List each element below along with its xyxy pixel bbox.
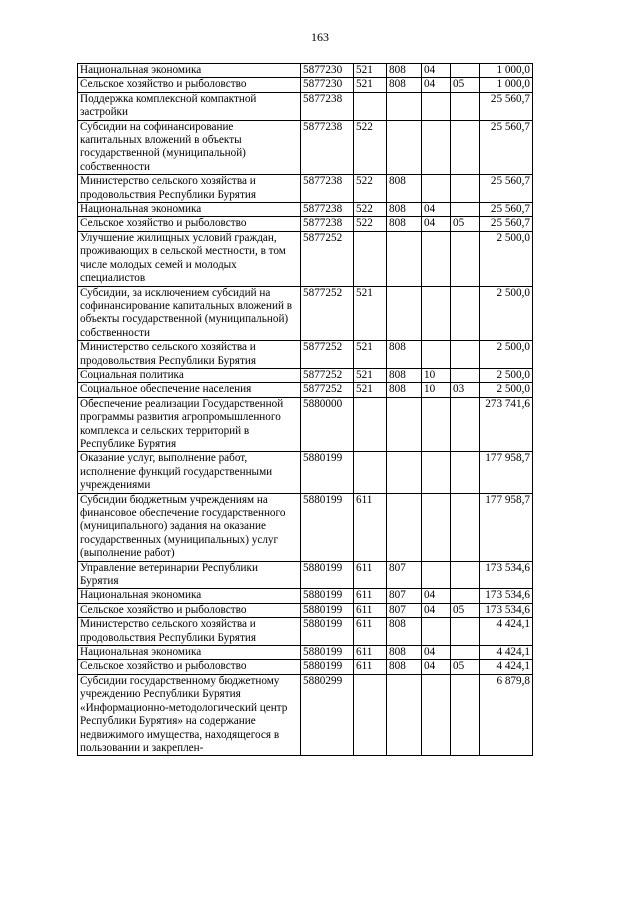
row-name-cell: Сельское хозяйство и рыболовство bbox=[78, 603, 301, 617]
expense-type-cell: 521 bbox=[354, 64, 387, 78]
target-code-cell: 5877252 bbox=[301, 383, 354, 397]
target-code-cell: 5880199 bbox=[301, 493, 354, 561]
row-name-cell: Национальная экономика bbox=[78, 646, 301, 660]
ministry-code-cell bbox=[387, 120, 422, 175]
table-row bbox=[78, 660, 533, 674]
subsection-cell bbox=[451, 493, 480, 561]
row-name-cell: Сельское хозяйство и рыболовство bbox=[78, 660, 301, 674]
section-cell: 04 bbox=[422, 589, 451, 603]
table-row bbox=[78, 231, 533, 286]
amount-cell: 2 500,0 bbox=[480, 231, 533, 286]
expense-type-cell: 522 bbox=[354, 217, 387, 231]
ministry-code-cell: 808 bbox=[387, 660, 422, 674]
target-code-cell: 5877238 bbox=[301, 92, 354, 120]
subsection-cell: 05 bbox=[451, 217, 480, 231]
table-row bbox=[78, 203, 533, 217]
row-name-cell: Субсидии, за исключением субсидий на софинансирование капитальных вложений в объекты государственной (муниципальной) собственности bbox=[78, 286, 301, 341]
target-code-cell: 5877238 bbox=[301, 175, 354, 203]
subsection-cell bbox=[451, 561, 480, 589]
row-name-cell: Управление ветеринарии Республики Бурятия bbox=[78, 561, 301, 589]
row-name-cell: Национальная экономика bbox=[78, 589, 301, 603]
section-cell bbox=[422, 120, 451, 175]
subsection-cell bbox=[451, 368, 480, 382]
table-row bbox=[78, 78, 533, 92]
amount-cell: 1 000,0 bbox=[480, 78, 533, 92]
subsection-cell bbox=[451, 397, 480, 452]
table-row bbox=[78, 397, 533, 452]
target-code-cell: 5877238 bbox=[301, 120, 354, 175]
target-code-cell: 5880199 bbox=[301, 561, 354, 589]
row-name-cell: Субсидии государственному бюджетному учреждению Республики Бурятия «Информационно-методологический центр Республики Бурятия» на содержание недвижимого имущества, находящегося в пользовании и закреплен- bbox=[78, 674, 301, 755]
target-code-cell: 5877238 bbox=[301, 203, 354, 217]
subsection-cell bbox=[451, 92, 480, 120]
row-name-cell: Обеспечение реализации Государственной программы развития агропромышленного комплекса и сельских территорий в Республике Бурятия bbox=[78, 397, 301, 452]
budget-table-body bbox=[78, 64, 533, 756]
table-row bbox=[78, 452, 533, 493]
amount-cell: 25 560,7 bbox=[480, 92, 533, 120]
ministry-code-cell: 807 bbox=[387, 561, 422, 589]
table-row bbox=[78, 589, 533, 603]
expense-type-cell: 522 bbox=[354, 120, 387, 175]
expense-type-cell: 611 bbox=[354, 561, 387, 589]
section-cell bbox=[422, 674, 451, 755]
target-code-cell: 5880000 bbox=[301, 397, 354, 452]
amount-cell: 25 560,7 bbox=[480, 203, 533, 217]
section-cell: 04 bbox=[422, 646, 451, 660]
row-name-cell: Министерство сельского хозяйства и продовольствия Республики Бурятия bbox=[78, 618, 301, 646]
section-cell bbox=[422, 231, 451, 286]
subsection-cell bbox=[451, 120, 480, 175]
table-row bbox=[78, 618, 533, 646]
subsection-cell bbox=[451, 341, 480, 369]
table-row bbox=[78, 646, 533, 660]
section-cell: 04 bbox=[422, 603, 451, 617]
target-code-cell: 5877230 bbox=[301, 78, 354, 92]
target-code-cell: 5880199 bbox=[301, 618, 354, 646]
row-name-cell: Субсидии бюджетным учреждениям на финансовое обеспечение государственного (муниципального) задания на оказание государственных (муниципальных) услуг (выполнение работ) bbox=[78, 493, 301, 561]
target-code-cell: 5877238 bbox=[301, 217, 354, 231]
row-name-cell: Министерство сельского хозяйства и продовольствия Республики Бурятия bbox=[78, 175, 301, 203]
amount-cell: 25 560,7 bbox=[480, 120, 533, 175]
ministry-code-cell bbox=[387, 286, 422, 341]
ministry-code-cell: 808 bbox=[387, 341, 422, 369]
page-number: 163 bbox=[311, 30, 329, 44]
target-code-cell: 5880199 bbox=[301, 603, 354, 617]
row-name-cell: Субсидии на софинансирование капитальных вложений в объекты государственной (муниципальной) собственности bbox=[78, 120, 301, 175]
amount-cell: 177 958,7 bbox=[480, 452, 533, 493]
ministry-code-cell bbox=[387, 231, 422, 286]
subsection-cell bbox=[451, 674, 480, 755]
subsection-cell: 05 bbox=[451, 660, 480, 674]
amount-cell: 4 424,1 bbox=[480, 660, 533, 674]
row-name-cell: Сельское хозяйство и рыболовство bbox=[78, 217, 301, 231]
table-row bbox=[78, 561, 533, 589]
target-code-cell: 5877252 bbox=[301, 231, 354, 286]
section-cell bbox=[422, 92, 451, 120]
section-cell bbox=[422, 452, 451, 493]
section-cell: 04 bbox=[422, 64, 451, 78]
section-cell bbox=[422, 397, 451, 452]
row-name-cell: Министерство сельского хозяйства и продовольствия Республики Бурятия bbox=[78, 341, 301, 369]
amount-cell: 2 500,0 bbox=[480, 341, 533, 369]
ministry-code-cell bbox=[387, 452, 422, 493]
ministry-code-cell bbox=[387, 397, 422, 452]
table-row bbox=[78, 674, 533, 755]
subsection-cell bbox=[451, 203, 480, 217]
table-row bbox=[78, 368, 533, 382]
table-row bbox=[78, 603, 533, 617]
subsection-cell bbox=[451, 618, 480, 646]
amount-cell: 25 560,7 bbox=[480, 217, 533, 231]
section-cell: 10 bbox=[422, 383, 451, 397]
table-row bbox=[78, 286, 533, 341]
section-cell bbox=[422, 493, 451, 561]
expense-type-cell: 611 bbox=[354, 660, 387, 674]
amount-cell: 2 500,0 bbox=[480, 368, 533, 382]
section-cell: 10 bbox=[422, 368, 451, 382]
table-row bbox=[78, 175, 533, 203]
row-name-cell: Сельское хозяйство и рыболовство bbox=[78, 78, 301, 92]
ministry-code-cell: 807 bbox=[387, 603, 422, 617]
ministry-code-cell: 808 bbox=[387, 217, 422, 231]
ministry-code-cell bbox=[387, 493, 422, 561]
amount-cell: 177 958,7 bbox=[480, 493, 533, 561]
amount-cell: 6 879,8 bbox=[480, 674, 533, 755]
subsection-cell: 05 bbox=[451, 603, 480, 617]
subsection-cell: 05 bbox=[451, 78, 480, 92]
section-cell bbox=[422, 175, 451, 203]
target-code-cell: 5880199 bbox=[301, 589, 354, 603]
section-cell bbox=[422, 286, 451, 341]
target-code-cell: 5880299 bbox=[301, 674, 354, 755]
target-code-cell: 5877252 bbox=[301, 368, 354, 382]
target-code-cell: 5877230 bbox=[301, 64, 354, 78]
ministry-code-cell: 808 bbox=[387, 618, 422, 646]
row-name-cell: Национальная экономика bbox=[78, 64, 301, 78]
subsection-cell bbox=[451, 646, 480, 660]
section-cell: 04 bbox=[422, 203, 451, 217]
subsection-cell bbox=[451, 589, 480, 603]
expense-type-cell: 611 bbox=[354, 646, 387, 660]
amount-cell: 4 424,1 bbox=[480, 646, 533, 660]
expense-type-cell: 521 bbox=[354, 383, 387, 397]
section-cell: 04 bbox=[422, 217, 451, 231]
table-row bbox=[78, 217, 533, 231]
amount-cell: 1 000,0 bbox=[480, 64, 533, 78]
table-row bbox=[78, 64, 533, 78]
ministry-code-cell: 808 bbox=[387, 175, 422, 203]
ministry-code-cell bbox=[387, 674, 422, 755]
subsection-cell bbox=[451, 64, 480, 78]
expense-type-cell: 522 bbox=[354, 203, 387, 217]
section-cell: 04 bbox=[422, 78, 451, 92]
expense-type-cell: 521 bbox=[354, 286, 387, 341]
amount-cell: 273 741,6 bbox=[480, 397, 533, 452]
expense-type-cell bbox=[354, 674, 387, 755]
ministry-code-cell: 808 bbox=[387, 646, 422, 660]
table-row bbox=[78, 493, 533, 561]
ministry-code-cell: 808 bbox=[387, 203, 422, 217]
expense-type-cell bbox=[354, 397, 387, 452]
table-row bbox=[78, 92, 533, 120]
table-row bbox=[78, 120, 533, 175]
target-code-cell: 5880199 bbox=[301, 660, 354, 674]
target-code-cell: 5880199 bbox=[301, 452, 354, 493]
amount-cell: 173 534,6 bbox=[480, 589, 533, 603]
row-name-cell: Социальное обеспечение населения bbox=[78, 383, 301, 397]
ministry-code-cell: 808 bbox=[387, 383, 422, 397]
target-code-cell: 5877252 bbox=[301, 286, 354, 341]
ministry-code-cell: 807 bbox=[387, 589, 422, 603]
section-cell: 04 bbox=[422, 660, 451, 674]
amount-cell: 2 500,0 bbox=[480, 286, 533, 341]
ministry-code-cell: 808 bbox=[387, 78, 422, 92]
budget-table bbox=[77, 63, 533, 756]
table-row bbox=[78, 383, 533, 397]
expense-type-cell: 521 bbox=[354, 341, 387, 369]
amount-cell: 4 424,1 bbox=[480, 618, 533, 646]
section-cell bbox=[422, 561, 451, 589]
expense-type-cell: 521 bbox=[354, 78, 387, 92]
row-name-cell: Поддержка комплексной компактной застройки bbox=[78, 92, 301, 120]
row-name-cell: Улучшение жилищных условий граждан, проживающих в сельской местности, в том числе молодых семей и молодых специалистов bbox=[78, 231, 301, 286]
row-name-cell: Оказание услуг, выполнение работ, исполнение функций государственными учреждениями bbox=[78, 452, 301, 493]
subsection-cell bbox=[451, 286, 480, 341]
target-code-cell: 5877252 bbox=[301, 341, 354, 369]
row-name-cell: Национальная экономика bbox=[78, 203, 301, 217]
section-cell bbox=[422, 341, 451, 369]
target-code-cell: 5880199 bbox=[301, 646, 354, 660]
expense-type-cell: 611 bbox=[354, 493, 387, 561]
expense-type-cell: 611 bbox=[354, 589, 387, 603]
amount-cell: 173 534,6 bbox=[480, 561, 533, 589]
subsection-cell bbox=[451, 231, 480, 286]
amount-cell: 2 500,0 bbox=[480, 383, 533, 397]
expense-type-cell: 521 bbox=[354, 368, 387, 382]
subsection-cell bbox=[451, 175, 480, 203]
ministry-code-cell: 808 bbox=[387, 64, 422, 78]
expense-type-cell: 611 bbox=[354, 603, 387, 617]
ministry-code-cell: 808 bbox=[387, 368, 422, 382]
subsection-cell bbox=[451, 452, 480, 493]
subsection-cell: 03 bbox=[451, 383, 480, 397]
row-name-cell: Социальная политика bbox=[78, 368, 301, 382]
section-cell bbox=[422, 618, 451, 646]
expense-type-cell: 522 bbox=[354, 175, 387, 203]
table-row bbox=[78, 341, 533, 369]
amount-cell: 173 534,6 bbox=[480, 603, 533, 617]
expense-type-cell bbox=[354, 452, 387, 493]
amount-cell: 25 560,7 bbox=[480, 175, 533, 203]
expense-type-cell bbox=[354, 92, 387, 120]
expense-type-cell: 611 bbox=[354, 618, 387, 646]
ministry-code-cell bbox=[387, 92, 422, 120]
expense-type-cell bbox=[354, 231, 387, 286]
